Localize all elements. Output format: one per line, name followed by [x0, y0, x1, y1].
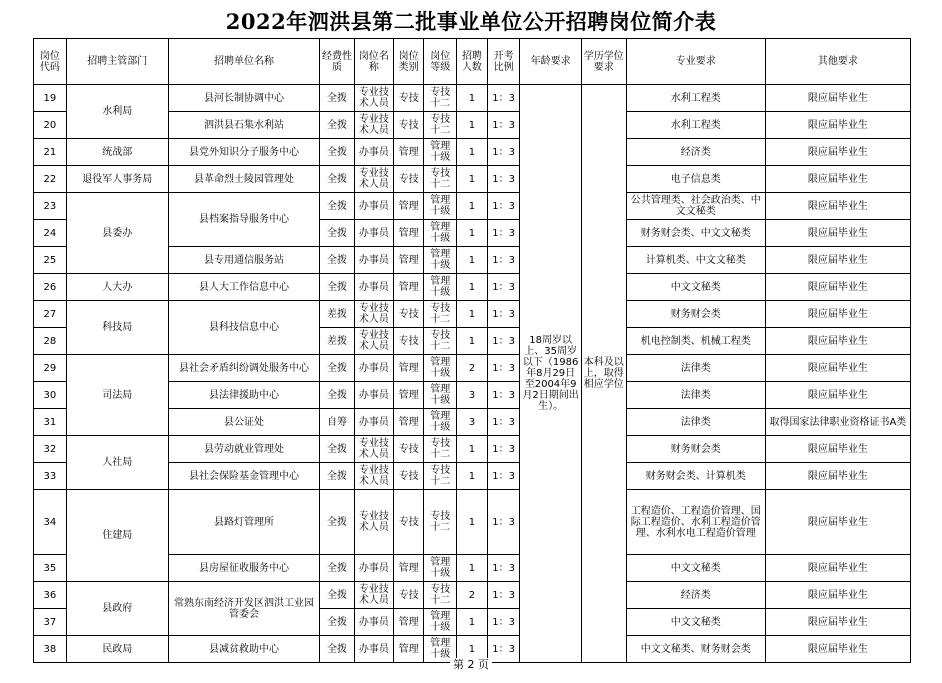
cell-level: 管理十级 [424, 409, 457, 436]
cell-post: 办事员 [354, 409, 393, 436]
table-row [34, 490, 911, 555]
header-level: 岗位等级 [424, 39, 457, 85]
cell-code: 26 [34, 274, 67, 301]
cell-fund: 全拨 [320, 112, 355, 139]
cell-major: 经济类 [626, 139, 765, 166]
cell-fund: 全拨 [320, 555, 355, 582]
cell-unit: 县社会保险基金管理中心 [168, 463, 319, 490]
cell-post: 专业技术人员 [354, 166, 393, 193]
cell-ratio: 1：3 [487, 463, 520, 490]
cell-level: 专技十二 [424, 166, 457, 193]
cell-other: 限应届毕业生 [765, 436, 910, 463]
cell-code: 23 [34, 193, 67, 220]
cell-count: 1 [457, 139, 488, 166]
cell-unit: 县路灯管理所 [168, 490, 319, 555]
cell-count: 1 [457, 636, 488, 663]
cell-fund: 全拨 [320, 274, 355, 301]
cell-major: 中文文秘类 [626, 555, 765, 582]
header-code: 岗位代码 [34, 39, 67, 85]
cell-other: 限应届毕业生 [765, 328, 910, 355]
cell-dept: 民政局 [66, 636, 168, 663]
cell-other: 限应届毕业生 [765, 220, 910, 247]
cell-dept: 水利局 [66, 85, 168, 139]
cell-level: 专技十二 [424, 582, 457, 609]
cell-major: 公共管理类、社会政治类、中文文秘类 [626, 193, 765, 220]
cell-other: 限应届毕业生 [765, 355, 910, 382]
header-fund: 经费性质 [320, 39, 355, 85]
cell-level: 管理十级 [424, 609, 457, 636]
table-row [34, 301, 911, 328]
cell-count: 2 [457, 355, 488, 382]
cell-unit: 县人大工作信息中心 [168, 274, 319, 301]
cell-category: 管理 [393, 636, 424, 663]
cell-dept: 退役军人事务局 [66, 166, 168, 193]
cell-category: 管理 [393, 609, 424, 636]
cell-code: 29 [34, 355, 67, 382]
cell-ratio: 1：3 [487, 409, 520, 436]
cell-other: 限应届毕业生 [765, 382, 910, 409]
cell-code: 37 [34, 609, 67, 636]
cell-category: 管理 [393, 355, 424, 382]
cell-unit: 县专用通信服务站 [168, 247, 319, 274]
cell-post: 专业技术人员 [354, 463, 393, 490]
cell-ratio: 1：3 [487, 274, 520, 301]
cell-post: 办事员 [354, 636, 393, 663]
cell-other: 限应届毕业生 [765, 301, 910, 328]
table-row [34, 139, 911, 166]
cell-education-merged: 本科及以上，取得相应学位 [581, 85, 626, 663]
cell-major: 工程造价、工程造价管理、国际工程造价、水利工程造价管理、水利水电工程造价管理 [626, 490, 765, 555]
cell-code: 33 [34, 463, 67, 490]
header-other: 其他要求 [765, 39, 910, 85]
cell-fund: 全拨 [320, 609, 355, 636]
cell-code: 22 [34, 166, 67, 193]
cell-category: 管理 [393, 409, 424, 436]
cell-code: 36 [34, 582, 67, 609]
cell-ratio: 1：3 [487, 85, 520, 112]
cell-ratio: 1：3 [487, 328, 520, 355]
cell-major: 法律类 [626, 382, 765, 409]
cell-other: 限应届毕业生 [765, 112, 910, 139]
cell-count: 1 [457, 436, 488, 463]
cell-unit: 泗洪县石集水利站 [168, 112, 319, 139]
cell-level: 管理十级 [424, 636, 457, 663]
cell-category: 管理 [393, 193, 424, 220]
cell-category: 专技 [393, 166, 424, 193]
cell-other: 限应届毕业生 [765, 139, 910, 166]
cell-category: 专技 [393, 582, 424, 609]
cell-fund: 全拨 [320, 463, 355, 490]
cell-count: 1 [457, 112, 488, 139]
cell-dept: 县委办 [66, 193, 168, 274]
cell-ratio: 1：3 [487, 193, 520, 220]
cell-fund: 差拨 [320, 301, 355, 328]
cell-unit: 县档案指导服务中心 [168, 193, 319, 247]
cell-count: 1 [457, 85, 488, 112]
cell-fund: 全拨 [320, 139, 355, 166]
cell-level: 管理十级 [424, 382, 457, 409]
cell-other: 限应届毕业生 [765, 609, 910, 636]
cell-fund: 全拨 [320, 582, 355, 609]
cell-dept: 人大办 [66, 274, 168, 301]
cell-fund: 全拨 [320, 382, 355, 409]
cell-fund: 全拨 [320, 636, 355, 663]
header-row [34, 39, 911, 85]
cell-post: 办事员 [354, 193, 393, 220]
cell-age-merged: 18周岁以上、35周岁以下（1986年8月29日至2004年9月2日期间出生）。 [520, 85, 581, 663]
cell-level: 专技十二 [424, 85, 457, 112]
cell-post: 专业技术人员 [354, 112, 393, 139]
cell-ratio: 1：3 [487, 555, 520, 582]
header-dept: 招聘主管部门 [66, 39, 168, 85]
cell-other: 限应届毕业生 [765, 274, 910, 301]
cell-other: 取得国家法律职业资格证书A类 [765, 409, 910, 436]
cell-ratio: 1：3 [487, 609, 520, 636]
cell-unit: 县社会矛盾纠纷调处服务中心 [168, 355, 319, 382]
cell-level: 管理十级 [424, 247, 457, 274]
cell-ratio: 1：3 [487, 166, 520, 193]
cell-count: 1 [457, 220, 488, 247]
cell-level: 管理十级 [424, 220, 457, 247]
cell-category: 专技 [393, 490, 424, 555]
cell-category: 专技 [393, 436, 424, 463]
cell-count: 1 [457, 193, 488, 220]
cell-code: 32 [34, 436, 67, 463]
header-category: 岗位类别 [393, 39, 424, 85]
table-row [34, 582, 911, 609]
cell-ratio: 1：3 [487, 582, 520, 609]
cell-fund: 差拨 [320, 328, 355, 355]
cell-ratio: 1：3 [487, 112, 520, 139]
cell-major: 中文文秘类、财务财会类 [626, 636, 765, 663]
cell-post: 专业技术人员 [354, 301, 393, 328]
cell-dept: 统战部 [66, 139, 168, 166]
cell-major: 经济类 [626, 582, 765, 609]
cell-ratio: 1：3 [487, 220, 520, 247]
cell-code: 28 [34, 328, 67, 355]
cell-major: 财务财会类、中文文秘类 [626, 220, 765, 247]
cell-code: 19 [34, 85, 67, 112]
cell-code: 31 [34, 409, 67, 436]
cell-category: 管理 [393, 247, 424, 274]
cell-category: 管理 [393, 220, 424, 247]
cell-post: 办事员 [354, 274, 393, 301]
cell-level: 专技十二 [424, 301, 457, 328]
cell-category: 专技 [393, 328, 424, 355]
cell-post: 办事员 [354, 247, 393, 274]
cell-fund: 全拨 [320, 85, 355, 112]
cell-major: 法律类 [626, 355, 765, 382]
cell-dept: 司法局 [66, 355, 168, 436]
cell-fund: 全拨 [320, 355, 355, 382]
cell-fund: 全拨 [320, 490, 355, 555]
cell-major: 财务财会类 [626, 436, 765, 463]
cell-fund: 全拨 [320, 436, 355, 463]
cell-code: 20 [34, 112, 67, 139]
cell-post: 专业技术人员 [354, 582, 393, 609]
cell-fund: 全拨 [320, 166, 355, 193]
cell-unit: 县党外知识分子服务中心 [168, 139, 319, 166]
header-post: 岗位名称 [354, 39, 393, 85]
cell-other: 限应届毕业生 [765, 247, 910, 274]
cell-dept: 县政府 [66, 582, 168, 636]
cell-level: 管理十级 [424, 193, 457, 220]
cell-code: 27 [34, 301, 67, 328]
cell-post: 办事员 [354, 382, 393, 409]
cell-level: 管理十级 [424, 274, 457, 301]
cell-category: 管理 [393, 382, 424, 409]
cell-post: 专业技术人员 [354, 85, 393, 112]
cell-count: 3 [457, 382, 488, 409]
cell-other: 限应届毕业生 [765, 85, 910, 112]
cell-ratio: 1：3 [487, 382, 520, 409]
table-row [34, 85, 911, 112]
cell-count: 1 [457, 609, 488, 636]
cell-post: 办事员 [354, 355, 393, 382]
cell-other: 限应届毕业生 [765, 463, 910, 490]
cell-count: 2 [457, 582, 488, 609]
page-footer [0, 656, 942, 672]
cell-post: 办事员 [354, 609, 393, 636]
cell-category: 管理 [393, 274, 424, 301]
cell-post: 办事员 [354, 555, 393, 582]
table-row [34, 166, 911, 193]
cell-count: 1 [457, 463, 488, 490]
cell-fund: 全拨 [320, 247, 355, 274]
cell-ratio: 1：3 [487, 490, 520, 555]
cell-unit: 县革命烈士陵园管理处 [168, 166, 319, 193]
table-row [34, 193, 911, 220]
cell-code: 24 [34, 220, 67, 247]
cell-category: 管理 [393, 139, 424, 166]
cell-other: 限应届毕业生 [765, 166, 910, 193]
cell-level: 专技十二 [424, 328, 457, 355]
cell-other: 限应届毕业生 [765, 555, 910, 582]
cell-count: 1 [457, 490, 488, 555]
page-title: 2022年泗洪县第二批事业单位公开招聘岗位简介表 [225, 9, 717, 34]
cell-major: 水利工程类 [626, 112, 765, 139]
cell-major: 财务财会类、计算机类 [626, 463, 765, 490]
cell-major: 财务财会类 [626, 301, 765, 328]
cell-count: 3 [457, 409, 488, 436]
cell-code: 35 [34, 555, 67, 582]
cell-unit: 县劳动就业管理处 [168, 436, 319, 463]
cell-major: 法律类 [626, 409, 765, 436]
cell-major: 电子信息类 [626, 166, 765, 193]
cell-unit: 县科技信息中心 [168, 301, 319, 355]
cell-other: 限应届毕业生 [765, 636, 910, 663]
cell-ratio: 1：3 [487, 355, 520, 382]
header-education: 学历学位要求 [581, 39, 626, 85]
cell-level: 专技十二 [424, 490, 457, 555]
cell-level: 专技十二 [424, 436, 457, 463]
cell-category: 专技 [393, 85, 424, 112]
cell-code: 30 [34, 382, 67, 409]
cell-other: 限应届毕业生 [765, 490, 910, 555]
cell-other: 限应届毕业生 [765, 193, 910, 220]
cell-ratio: 1：3 [487, 436, 520, 463]
cell-level: 管理十级 [424, 139, 457, 166]
cell-unit: 县房屋征收服务中心 [168, 555, 319, 582]
cell-count: 1 [457, 301, 488, 328]
cell-unit: 县河长制协调中心 [168, 85, 319, 112]
cell-post: 专业技术人员 [354, 436, 393, 463]
header-unit: 招聘单位名称 [168, 39, 319, 85]
cell-unit: 常熟东南经济开发区泗洪工业园管委会 [168, 582, 319, 636]
table-row [34, 436, 911, 463]
header-age: 年龄要求 [520, 39, 581, 85]
page-number: 第 2 页 [450, 658, 492, 671]
table-row [34, 274, 911, 301]
cell-count: 1 [457, 166, 488, 193]
header-count: 招聘人数 [457, 39, 488, 85]
cell-level: 专技十二 [424, 463, 457, 490]
cell-ratio: 1：3 [487, 139, 520, 166]
cell-fund: 自筹 [320, 409, 355, 436]
cell-code: 21 [34, 139, 67, 166]
cell-post: 办事员 [354, 139, 393, 166]
cell-post: 办事员 [354, 220, 393, 247]
header-major: 专业要求 [626, 39, 765, 85]
cell-category: 管理 [393, 555, 424, 582]
cell-ratio: 1：3 [487, 247, 520, 274]
cell-unit: 县法律援助中心 [168, 382, 319, 409]
cell-level: 管理十级 [424, 555, 457, 582]
cell-major: 机电控制类、机械工程类 [626, 328, 765, 355]
cell-post: 专业技术人员 [354, 490, 393, 555]
cell-code: 25 [34, 247, 67, 274]
cell-level: 专技十二 [424, 112, 457, 139]
job-table [33, 38, 911, 663]
cell-major: 中文文秘类 [626, 609, 765, 636]
cell-fund: 全拨 [320, 193, 355, 220]
cell-ratio: 1：3 [487, 301, 520, 328]
cell-major: 计算机类、中文文秘类 [626, 247, 765, 274]
cell-dept: 人社局 [66, 436, 168, 490]
table-row [34, 355, 911, 382]
cell-count: 1 [457, 274, 488, 301]
cell-count: 1 [457, 555, 488, 582]
cell-dept: 科技局 [66, 301, 168, 355]
cell-dept: 住建局 [66, 490, 168, 582]
header-ratio: 开考比例 [487, 39, 520, 85]
cell-level: 管理十级 [424, 355, 457, 382]
cell-unit: 县公证处 [168, 409, 319, 436]
cell-code: 34 [34, 490, 67, 555]
cell-category: 专技 [393, 463, 424, 490]
cell-post: 专业技术人员 [354, 328, 393, 355]
cell-major: 中文文秘类 [626, 274, 765, 301]
cell-code: 38 [34, 636, 67, 663]
cell-ratio: 1：3 [487, 636, 520, 663]
cell-category: 专技 [393, 112, 424, 139]
cell-other: 限应届毕业生 [765, 582, 910, 609]
cell-category: 专技 [393, 301, 424, 328]
cell-unit: 县减贫救助中心 [168, 636, 319, 663]
cell-fund: 全拨 [320, 220, 355, 247]
cell-major: 水利工程类 [626, 85, 765, 112]
cell-count: 1 [457, 247, 488, 274]
cell-count: 1 [457, 328, 488, 355]
